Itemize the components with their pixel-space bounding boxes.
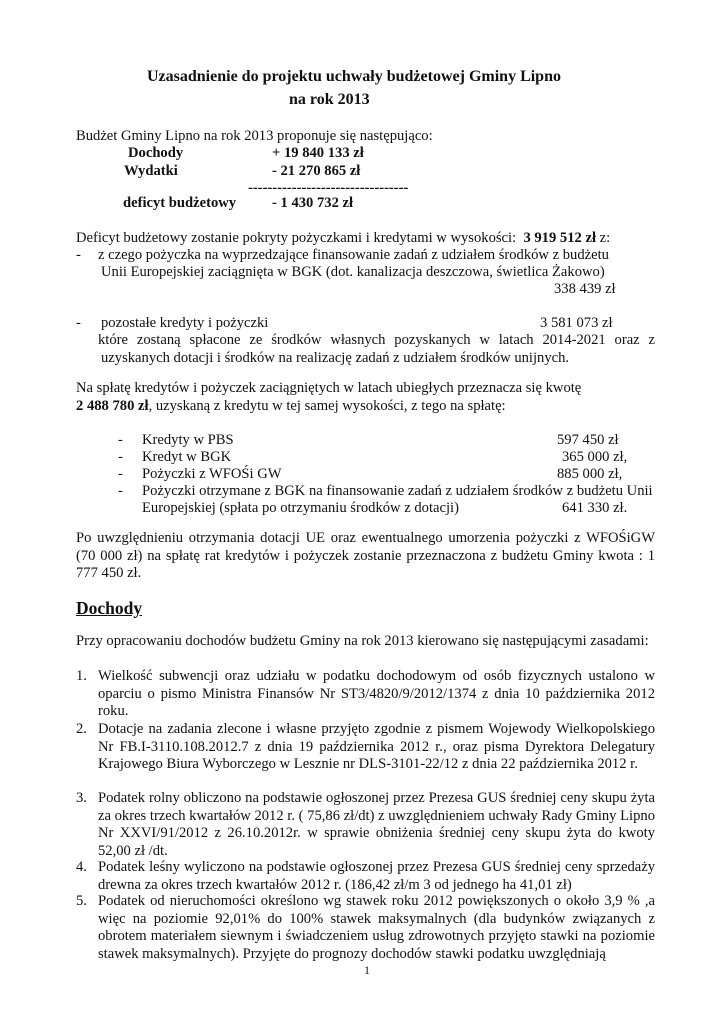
income-value: + 19 840 133 zł bbox=[272, 145, 364, 161]
repayment-item4-line1: Pożyczki otrzymane z BGK na finansowanie zadań z udziałem środków z budżetu Unii bbox=[142, 483, 653, 499]
repayment-item-dash: - bbox=[118, 466, 123, 482]
deficit-coverage-line bbox=[76, 230, 610, 248]
deficit-item2-text: które zostaną spłacone ze środków własnych pozyskanych w latach 2014-2021 oraz z uzyskanych dotacji i środków na realizację zadań z udziałem środków unijnych. bbox=[98, 332, 655, 366]
repayment-item-label: Kredyt w BGK bbox=[142, 449, 232, 465]
repayment-item-amount: 885 000 zł, bbox=[557, 466, 623, 482]
list-item-number: 2. bbox=[76, 721, 87, 737]
deficit-item2-label: pozostałe kredyty i pożyczki bbox=[101, 315, 269, 331]
repayment-item4-amount: 641 330 zł. bbox=[562, 500, 628, 516]
expense-value: - 21 270 865 zł bbox=[272, 163, 361, 179]
list-item-number: 3. bbox=[76, 790, 87, 806]
deficit-item1-dash: - bbox=[76, 247, 81, 263]
repayment-amount: 2 488 780 zł bbox=[76, 398, 149, 414]
repayment-item4-line2: Europejskiej (spłata po otrzymaniu środków z dotacji) bbox=[142, 500, 459, 516]
repayment-item-label: Pożyczki z WFOŚi GW bbox=[142, 466, 282, 482]
repayment-item-label: Kredyty w PBS bbox=[142, 432, 234, 448]
income-label: Dochody bbox=[128, 145, 184, 161]
deficit-item2-dash: - bbox=[76, 315, 81, 331]
budget-separator: --------------------------------- bbox=[248, 180, 409, 196]
document-title-line2: na rok 2013 bbox=[289, 91, 370, 108]
list-item: Podatek leśny wyliczono na podstawie ogłoszonej przez Prezesa GUS średniej ceny sprzedaży drewna za okres trzech kwartałów 2012 r. (186,42 zł/m 3 od jednego ha 41,01 zł) bbox=[98, 859, 655, 893]
after-subsidy-paragraph: Po uwzględnieniu otrzymania dotacji UE oraz ewentualnego umorzenia pożyczki z WFOŚiGW (70 000 zł) na spłatę rat kredytów i pożyczek zostanie przeznaczona z budżetu Gminy kwota : 1 777 450 zł. bbox=[76, 530, 655, 582]
deficit-coverage-amount: 3 919 512 zł bbox=[523, 230, 596, 246]
document-title-line1: Uzasadnienie do projektu uchwały budżetowej Gminy Lipno bbox=[147, 68, 561, 85]
list-item-number: 1. bbox=[76, 668, 87, 684]
list-item-number: 4. bbox=[76, 859, 87, 875]
repayment-line2-rest: , uzyskaną z kredytu w tej samej wysokości, z tego na spłatę: bbox=[148, 398, 506, 414]
list-item: Podatek od nieruchomości określono wg stawek roku 2012 powiększonych o około 3,9 % ,a więc na poziomie 92,01% do 100% stawek maksymalnych (dla budynków związanych z obrotem materiałem siewnym i świadczeniem usług zdrowotnych przyjęto stawki na poziomie stawek maksymalnych). Przyjęte do prognozy dochodów stawki podatku uwzględniają bbox=[98, 893, 655, 962]
repayment-item-dash: - bbox=[118, 483, 123, 499]
repayment-item-dash: - bbox=[118, 449, 123, 465]
deficit-item1-line2: Unii Europejskiej zaciągnięta w BGK (dot. kanalizacja deszczowa, świetlica Żakowo) bbox=[101, 264, 605, 280]
deficit-label: deficyt budżetowy bbox=[123, 195, 237, 211]
deficit-coverage-text: Deficyt budżetowy zostanie pokryty pożyczkami i kredytami w wysokości: bbox=[76, 230, 517, 246]
repayment-item-amount: 597 450 zł bbox=[557, 432, 619, 448]
deficit-value: - 1 430 732 zł bbox=[272, 195, 354, 211]
expense-label: Wydatki bbox=[124, 163, 178, 179]
repayment-line1: Na spłatę kredytów i pożyczek zaciągniętych w latach ubiegłych przeznacza się kwotę bbox=[76, 380, 582, 396]
deficit-item1-line1: z czego pożyczka na wyprzedzające finansowanie zadań z udziałem środków z budżetu bbox=[98, 247, 609, 263]
list-item: Dotacje na zadania zlecone i własne przyjęto zgodnie z pismem Wojewody Wielkopolskiego Nr FB.I-3110.108.2012.7 z dnia 19 października 2012 r., oraz pisma Dyrektora Delegatury Krajowego Biura Wyborczego w Lesznie nr DLS-3101-22/12 z dnia 22 października 2012 r. bbox=[98, 721, 655, 773]
income-section-intro: Przy opracowaniu dochodów budżetu Gminy na rok 2013 kierowano się następującymi zasadami: bbox=[76, 633, 649, 649]
repayment-item-amount: 365 000 zł, bbox=[562, 449, 628, 465]
deficit-item1-amount: 338 439 zł bbox=[554, 281, 616, 297]
income-section-heading: Dochody bbox=[76, 598, 143, 618]
repayment-item-dash: - bbox=[118, 432, 123, 448]
repayment-line2 bbox=[76, 398, 506, 416]
list-item: Podatek rolny obliczono na podstawie ogłoszonej przez Prezesa GUS średniej ceny skupu żyta za okres trzech kwartałów 2012 r. ( 75,86 zł/dt) z uwzględnieniem uchwały Rady Gminy Lipno Nr XXVI/91/2012 z 26.10.2012r. w sprawie obniżenia średniej ceny skupu żyta do kwoty 52,00 zł /dt. bbox=[98, 790, 655, 859]
budget-intro: Budżet Gminy Lipno na rok 2013 proponuje się następująco: bbox=[76, 128, 433, 144]
list-item: Wielkość subwencji oraz udziału w podatku dochodowym od osób fizycznych ustalono w oparciu o pismo Ministra Finansów Nr ST3/4820/9/2012/1374 z dnia 10 października 2012 roku. bbox=[98, 668, 655, 720]
deficit-item2-amount: 3 581 073 zł bbox=[540, 315, 613, 331]
deficit-coverage-suffix: z: bbox=[599, 230, 611, 246]
page-number: 1 bbox=[364, 963, 370, 977]
list-item-number: 5. bbox=[76, 893, 87, 909]
